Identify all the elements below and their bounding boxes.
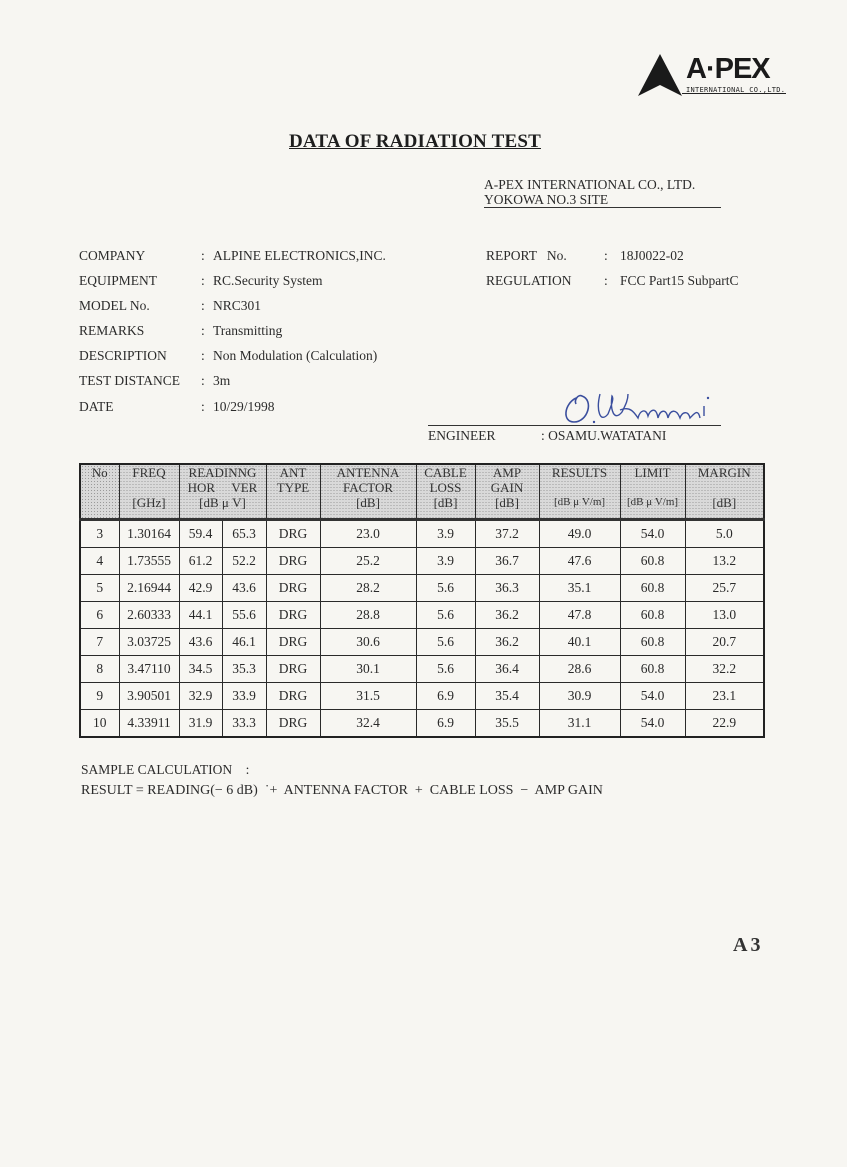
date-value: 10/29/1998 bbox=[213, 399, 275, 414]
report-no-label: REPORT No. bbox=[486, 248, 567, 263]
cell-freq: 3.90501 bbox=[119, 683, 179, 710]
cell-ver: 55.6 bbox=[222, 602, 266, 629]
cell-af: 23.0 bbox=[320, 520, 416, 548]
cell-no: 9 bbox=[80, 683, 119, 710]
triangle-logo-icon bbox=[636, 52, 684, 98]
cell-amp: 35.5 bbox=[475, 710, 539, 738]
table-row bbox=[80, 602, 764, 629]
cell-amp: 37.2 bbox=[475, 520, 539, 548]
cell-ant: DRG bbox=[266, 683, 320, 710]
cell-ant: DRG bbox=[266, 602, 320, 629]
cell-limit: 60.8 bbox=[620, 548, 685, 575]
cell-margin: 25.7 bbox=[685, 575, 764, 602]
header-results: RESULTS [dB μ V/m] bbox=[539, 464, 620, 520]
cell-freq: 3.03725 bbox=[119, 629, 179, 656]
cell-freq: 1.30164 bbox=[119, 520, 179, 548]
header-margin: MARGIN [dB] bbox=[685, 464, 764, 520]
cell-hor: 59.4 bbox=[179, 520, 222, 548]
cell-ver: 52.2 bbox=[222, 548, 266, 575]
cell-amp: 36.7 bbox=[475, 548, 539, 575]
separator: : bbox=[201, 323, 205, 338]
cell-hor: 42.9 bbox=[179, 575, 222, 602]
report-no-value: 18J0022-02 bbox=[620, 248, 684, 263]
header-ver: VER bbox=[231, 480, 258, 495]
date-label: DATE bbox=[79, 399, 114, 414]
cell-margin: 22.9 bbox=[685, 710, 764, 738]
cell-margin: 23.1 bbox=[685, 683, 764, 710]
cell-result: 47.6 bbox=[539, 548, 620, 575]
header-limit: LIMIT [dB μ V/m] bbox=[620, 464, 685, 520]
lab-site: YOKOWA NO.3 SITE bbox=[484, 192, 609, 207]
table-row bbox=[80, 710, 764, 738]
cell-cable: 5.6 bbox=[416, 575, 475, 602]
cell-ant: DRG bbox=[266, 710, 320, 738]
header-ant-type: ANT TYPE bbox=[266, 464, 320, 520]
cell-ver: 65.3 bbox=[222, 520, 266, 548]
engineer-label: ENGINEER bbox=[428, 428, 496, 443]
sample-calculation-heading: SAMPLE CALCULATION : bbox=[81, 762, 250, 777]
cell-no: 4 bbox=[80, 548, 119, 575]
cell-result: 31.1 bbox=[539, 710, 620, 738]
cell-result: 40.1 bbox=[539, 629, 620, 656]
separator: : bbox=[604, 273, 608, 288]
remarks-label: REMARKS bbox=[79, 323, 145, 338]
separator: : bbox=[201, 248, 205, 263]
cell-hor: 61.2 bbox=[179, 548, 222, 575]
header-freq-unit: [GHz] bbox=[132, 495, 166, 510]
signature-line bbox=[428, 425, 721, 426]
engineer-name: : OSAMU.WATATANI bbox=[541, 428, 667, 443]
test-distance-label: TEST DISTANCE bbox=[79, 373, 181, 388]
cell-result: 30.9 bbox=[539, 683, 620, 710]
cell-ver: 35.3 bbox=[222, 656, 266, 683]
cell-ant: DRG bbox=[266, 629, 320, 656]
cell-result: 35.1 bbox=[539, 575, 620, 602]
cell-hor: 32.9 bbox=[179, 683, 222, 710]
table-row bbox=[80, 683, 764, 710]
cell-limit: 54.0 bbox=[620, 710, 685, 738]
cell-amp: 36.3 bbox=[475, 575, 539, 602]
header-hor: HOR bbox=[187, 480, 216, 495]
equipment-value: RC.Security System bbox=[213, 273, 323, 288]
cell-ant: DRG bbox=[266, 548, 320, 575]
cell-result: 47.8 bbox=[539, 602, 620, 629]
table-row bbox=[80, 656, 764, 683]
cell-limit: 60.8 bbox=[620, 602, 685, 629]
table-row bbox=[80, 548, 764, 575]
table-row bbox=[80, 520, 764, 548]
separator: : bbox=[201, 373, 205, 388]
cell-af: 28.2 bbox=[320, 575, 416, 602]
engineer-signature bbox=[560, 380, 720, 428]
header-antenna-factor: ANTENNA FACTOR [dB] bbox=[320, 464, 416, 520]
description-value: Non Modulation (Calculation) bbox=[213, 348, 378, 363]
header-amp-gain: AMP GAIN [dB] bbox=[475, 464, 539, 520]
cell-freq: 2.60333 bbox=[119, 602, 179, 629]
cell-hor: 34.5 bbox=[179, 656, 222, 683]
cell-ver: 33.9 bbox=[222, 683, 266, 710]
cell-ver: 33.3 bbox=[222, 710, 266, 738]
separator: : bbox=[201, 298, 205, 313]
cell-margin: 13.0 bbox=[685, 602, 764, 629]
cell-ver: 43.6 bbox=[222, 575, 266, 602]
cell-hor: 31.9 bbox=[179, 710, 222, 738]
cell-no: 8 bbox=[80, 656, 119, 683]
cell-hor: 43.6 bbox=[179, 629, 222, 656]
cell-hor: 44.1 bbox=[179, 602, 222, 629]
cell-ant: DRG bbox=[266, 575, 320, 602]
model-label: MODEL No. bbox=[79, 298, 150, 313]
company-label: COMPANY bbox=[79, 248, 146, 263]
remarks-value: Transmitting bbox=[213, 323, 283, 338]
cell-af: 25.2 bbox=[320, 548, 416, 575]
table-row bbox=[80, 575, 764, 602]
cell-cable: 3.9 bbox=[416, 548, 475, 575]
cell-result: 28.6 bbox=[539, 656, 620, 683]
cell-margin: 32.2 bbox=[685, 656, 764, 683]
cell-cable: 5.6 bbox=[416, 602, 475, 629]
cell-limit: 60.8 bbox=[620, 629, 685, 656]
sample-calculation-formula: RESULT = READING(− 6 dB) ˙+ ANTENNA FACTOR + CABLE LOSS − AMP GAIN bbox=[81, 783, 603, 798]
cell-no: 3 bbox=[80, 520, 119, 548]
cell-cable: 6.9 bbox=[416, 710, 475, 738]
separator: : bbox=[604, 248, 608, 263]
document-title: DATA OF RADIATION TEST bbox=[289, 131, 541, 152]
cell-af: 28.8 bbox=[320, 602, 416, 629]
cell-margin: 5.0 bbox=[685, 520, 764, 548]
header-freq: FREQ [GHz] bbox=[119, 464, 179, 520]
cell-no: 5 bbox=[80, 575, 119, 602]
cell-amp: 35.4 bbox=[475, 683, 539, 710]
cell-limit: 54.0 bbox=[620, 683, 685, 710]
cell-amp: 36.2 bbox=[475, 629, 539, 656]
cell-af: 31.5 bbox=[320, 683, 416, 710]
cell-af: 32.4 bbox=[320, 710, 416, 738]
table-body bbox=[80, 520, 764, 738]
cell-freq: 4.33911 bbox=[119, 710, 179, 738]
cell-af: 30.1 bbox=[320, 656, 416, 683]
cell-ant: DRG bbox=[266, 656, 320, 683]
cell-cable: 6.9 bbox=[416, 683, 475, 710]
cell-limit: 60.8 bbox=[620, 575, 685, 602]
separator: : bbox=[201, 348, 205, 363]
cell-ver: 46.1 bbox=[222, 629, 266, 656]
cell-freq: 2.16944 bbox=[119, 575, 179, 602]
cell-limit: 54.0 bbox=[620, 520, 685, 548]
model-value: NRC301 bbox=[213, 298, 262, 313]
cell-freq: 3.47110 bbox=[119, 656, 179, 683]
cell-limit: 60.8 bbox=[620, 656, 685, 683]
equipment-label: EQUIPMENT bbox=[79, 273, 157, 288]
separator: : bbox=[201, 273, 205, 288]
regulation-value: FCC Part15 SubpartC bbox=[620, 273, 739, 288]
cell-result: 49.0 bbox=[539, 520, 620, 548]
company-logo bbox=[636, 52, 786, 102]
header-no: No bbox=[80, 464, 119, 520]
cell-cable: 3.9 bbox=[416, 520, 475, 548]
description-label: DESCRIPTION bbox=[79, 348, 167, 363]
cell-margin: 20.7 bbox=[685, 629, 764, 656]
separator: : bbox=[201, 399, 205, 414]
cell-ant: DRG bbox=[266, 520, 320, 548]
cell-cable: 5.6 bbox=[416, 629, 475, 656]
test-distance-value: 3m bbox=[213, 373, 231, 388]
cell-no: 7 bbox=[80, 629, 119, 656]
company-value: ALPINE ELECTRONICS,INC. bbox=[213, 248, 386, 263]
lab-name: A-PEX INTERNATIONAL CO., LTD. bbox=[484, 177, 696, 192]
cell-no: 10 bbox=[80, 710, 119, 738]
header-reading: READINNG HOR VER [dB μ V] bbox=[179, 464, 266, 520]
table-header bbox=[80, 464, 764, 520]
cell-amp: 36.2 bbox=[475, 602, 539, 629]
radiation-data-table bbox=[79, 463, 765, 738]
logo-subtitle: INTERNATIONAL CO.,LTD. bbox=[686, 86, 786, 94]
cell-cable: 5.6 bbox=[416, 656, 475, 683]
logo-brand: A·PEX bbox=[686, 53, 770, 85]
table-row bbox=[80, 629, 764, 656]
cell-af: 30.6 bbox=[320, 629, 416, 656]
cell-no: 6 bbox=[80, 602, 119, 629]
site-underline bbox=[484, 207, 721, 208]
cell-margin: 13.2 bbox=[685, 548, 764, 575]
cell-freq: 1.73555 bbox=[119, 548, 179, 575]
header-reading-unit: [dB μ V] bbox=[199, 495, 246, 510]
header-cable-loss: CABLE LOSS [dB] bbox=[416, 464, 475, 520]
regulation-label: REGULATION bbox=[486, 273, 572, 288]
cell-amp: 36.4 bbox=[475, 656, 539, 683]
page-number: A3 bbox=[733, 934, 764, 956]
